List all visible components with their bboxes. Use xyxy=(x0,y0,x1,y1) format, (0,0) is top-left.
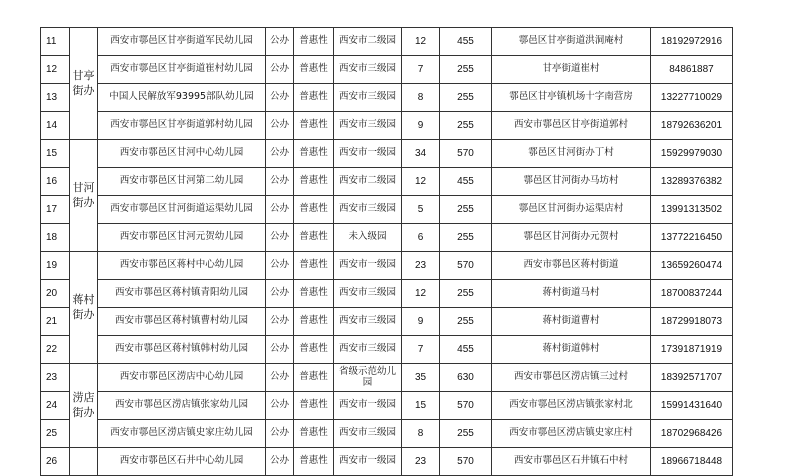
address: 鄠邑区甘河街办丁村 xyxy=(492,140,651,168)
kindergarten-name: 西安市鄠邑区涝店镇张家幼儿园 xyxy=(98,392,266,420)
grade-level: 省级示范幼儿园 xyxy=(334,364,402,392)
street-office: 涝店街办 xyxy=(70,364,98,448)
table-row xyxy=(41,140,733,168)
kindergarten-name: 西安市鄠邑区甘河中心幼儿园 xyxy=(98,140,266,168)
phone-number: 18966718448 xyxy=(651,448,733,476)
address: 西安市鄠邑区涝店镇三过村 xyxy=(492,364,651,392)
service-type: 普惠性 xyxy=(294,280,334,308)
street-office: 蒋村街办 xyxy=(70,252,98,364)
service-type: 普惠性 xyxy=(294,420,334,448)
kindergarten-name: 中国人民解放军93995部队幼儿园 xyxy=(98,84,266,112)
ownership-type: 公办 xyxy=(266,448,294,476)
ownership-type: 公办 xyxy=(266,28,294,56)
row-index: 18 xyxy=(41,224,70,252)
grade-level: 西安市三级园 xyxy=(334,336,402,364)
class-count: 15 xyxy=(402,392,440,420)
row-index: 19 xyxy=(41,252,70,280)
row-index: 11 xyxy=(41,28,70,56)
capacity: 570 xyxy=(440,140,492,168)
grade-level: 西安市一级园 xyxy=(334,140,402,168)
address: 西安市鄠邑区甘亭街道郭村 xyxy=(492,112,651,140)
phone-number: 18792636201 xyxy=(651,112,733,140)
table-row xyxy=(41,392,733,420)
service-type: 普惠性 xyxy=(294,84,334,112)
kindergarten-name: 西安市鄠邑区甘河第二幼儿园 xyxy=(98,168,266,196)
service-type: 普惠性 xyxy=(294,252,334,280)
row-index: 25 xyxy=(41,420,70,448)
row-index: 20 xyxy=(41,280,70,308)
row-index: 26 xyxy=(41,448,70,476)
table-row xyxy=(41,308,733,336)
capacity: 255 xyxy=(440,308,492,336)
capacity: 570 xyxy=(440,448,492,476)
ownership-type: 公办 xyxy=(266,224,294,252)
table-row xyxy=(41,28,733,56)
class-count: 8 xyxy=(402,84,440,112)
kindergarten-name: 西安市鄠邑区蒋村镇韩村幼儿园 xyxy=(98,336,266,364)
capacity: 255 xyxy=(440,224,492,252)
address: 西安市鄠邑区涝店镇史家庄村 xyxy=(492,420,651,448)
phone-number: 13659260474 xyxy=(651,252,733,280)
table-row xyxy=(41,168,733,196)
address: 西安市鄠邑区石井镇石中村 xyxy=(492,448,651,476)
kindergarten-name: 西安市鄠邑区甘亭街道郭村幼儿园 xyxy=(98,112,266,140)
class-count: 23 xyxy=(402,252,440,280)
phone-number: 13772216450 xyxy=(651,224,733,252)
kindergarten-name: 西安市鄠邑区甘河街道运渠幼儿园 xyxy=(98,196,266,224)
capacity: 455 xyxy=(440,336,492,364)
address: 甘亭街道崔村 xyxy=(492,56,651,84)
class-count: 6 xyxy=(402,224,440,252)
phone-number: 15991431640 xyxy=(651,392,733,420)
table-row xyxy=(41,252,733,280)
table-row xyxy=(41,280,733,308)
capacity: 255 xyxy=(440,196,492,224)
ownership-type: 公办 xyxy=(266,280,294,308)
table-row xyxy=(41,56,733,84)
class-count: 9 xyxy=(402,308,440,336)
grade-level: 西安市一级园 xyxy=(334,448,402,476)
grade-level: 西安市三级园 xyxy=(334,56,402,84)
ownership-type: 公办 xyxy=(266,196,294,224)
capacity: 455 xyxy=(440,168,492,196)
class-count: 8 xyxy=(402,420,440,448)
street-office xyxy=(70,448,98,476)
class-count: 7 xyxy=(402,336,440,364)
ownership-type: 公办 xyxy=(266,140,294,168)
table-body xyxy=(41,28,733,476)
row-index: 14 xyxy=(41,112,70,140)
class-count: 12 xyxy=(402,168,440,196)
class-count: 5 xyxy=(402,196,440,224)
row-index: 22 xyxy=(41,336,70,364)
ownership-type: 公办 xyxy=(266,84,294,112)
phone-number: 18192972916 xyxy=(651,28,733,56)
grade-level: 西安市二级园 xyxy=(334,28,402,56)
kindergarten-name: 西安市鄠邑区甘河元贺幼儿园 xyxy=(98,224,266,252)
table-row xyxy=(41,364,733,392)
row-index: 15 xyxy=(41,140,70,168)
kindergarten-name: 西安市鄠邑区甘亭街道崔村幼儿园 xyxy=(98,56,266,84)
ownership-type: 公办 xyxy=(266,364,294,392)
kindergarten-name: 西安市鄠邑区蒋村镇青阳幼儿园 xyxy=(98,280,266,308)
service-type: 普惠性 xyxy=(294,364,334,392)
grade-level: 西安市一级园 xyxy=(334,392,402,420)
kindergarten-name: 西安市鄠邑区涝店镇史家庄幼儿园 xyxy=(98,420,266,448)
service-type: 普惠性 xyxy=(294,56,334,84)
ownership-type: 公办 xyxy=(266,420,294,448)
address: 西安市鄠邑区蒋村街道 xyxy=(492,252,651,280)
phone-number: 18729918073 xyxy=(651,308,733,336)
class-count: 9 xyxy=(402,112,440,140)
service-type: 普惠性 xyxy=(294,28,334,56)
phone-number: 13991313502 xyxy=(651,196,733,224)
kindergarten-name: 西安市鄠邑区石井中心幼儿园 xyxy=(98,448,266,476)
table-row xyxy=(41,420,733,448)
table-row xyxy=(41,336,733,364)
grade-level: 西安市三级园 xyxy=(334,308,402,336)
kindergarten-name: 西安市鄠邑区甘亭街道军民幼儿园 xyxy=(98,28,266,56)
phone-number: 18700837244 xyxy=(651,280,733,308)
ownership-type: 公办 xyxy=(266,252,294,280)
grade-level: 西安市三级园 xyxy=(334,84,402,112)
service-type: 普惠性 xyxy=(294,140,334,168)
address: 鄠邑区甘河街办元贺村 xyxy=(492,224,651,252)
service-type: 普惠性 xyxy=(294,392,334,420)
class-count: 35 xyxy=(402,364,440,392)
address: 鄠邑区甘河街办马坊村 xyxy=(492,168,651,196)
service-type: 普惠性 xyxy=(294,336,334,364)
row-index: 24 xyxy=(41,392,70,420)
grade-level: 西安市三级园 xyxy=(334,112,402,140)
kindergarten-table xyxy=(40,27,733,476)
class-count: 23 xyxy=(402,448,440,476)
address: 蒋村街道韩村 xyxy=(492,336,651,364)
grade-level: 西安市二级园 xyxy=(334,168,402,196)
address: 鄠邑区甘亭街道洪洞庵村 xyxy=(492,28,651,56)
service-type: 普惠性 xyxy=(294,168,334,196)
row-index: 23 xyxy=(41,364,70,392)
class-count: 12 xyxy=(402,28,440,56)
ownership-type: 公办 xyxy=(266,392,294,420)
address: 西安市鄠邑区涝店镇张家村北 xyxy=(492,392,651,420)
ownership-type: 公办 xyxy=(266,168,294,196)
row-index: 13 xyxy=(41,84,70,112)
capacity: 630 xyxy=(440,364,492,392)
row-index: 12 xyxy=(41,56,70,84)
ownership-type: 公办 xyxy=(266,56,294,84)
class-count: 7 xyxy=(402,56,440,84)
row-index: 16 xyxy=(41,168,70,196)
phone-number: 15929979030 xyxy=(651,140,733,168)
phone-number: 13289376382 xyxy=(651,168,733,196)
ownership-type: 公办 xyxy=(266,336,294,364)
capacity: 255 xyxy=(440,280,492,308)
row-index: 17 xyxy=(41,196,70,224)
class-count: 34 xyxy=(402,140,440,168)
phone-number: 17391871919 xyxy=(651,336,733,364)
ownership-type: 公办 xyxy=(266,308,294,336)
service-type: 普惠性 xyxy=(294,112,334,140)
phone-number: 84861887 xyxy=(651,56,733,84)
grade-level: 西安市一级园 xyxy=(334,252,402,280)
grade-level: 西安市三级园 xyxy=(334,196,402,224)
phone-number: 18702968426 xyxy=(651,420,733,448)
service-type: 普惠性 xyxy=(294,196,334,224)
class-count: 12 xyxy=(402,280,440,308)
capacity: 455 xyxy=(440,28,492,56)
grade-level: 未入级园 xyxy=(334,224,402,252)
capacity: 255 xyxy=(440,56,492,84)
capacity: 255 xyxy=(440,112,492,140)
kindergarten-name: 西安市鄠邑区蒋村镇曹村幼儿园 xyxy=(98,308,266,336)
capacity: 570 xyxy=(440,252,492,280)
grade-level: 西安市三级园 xyxy=(334,420,402,448)
service-type: 普惠性 xyxy=(294,448,334,476)
capacity: 570 xyxy=(440,392,492,420)
capacity: 255 xyxy=(440,84,492,112)
kindergarten-name: 西安市鄠邑区蒋村中心幼儿园 xyxy=(98,252,266,280)
phone-number: 13227710029 xyxy=(651,84,733,112)
table-row xyxy=(41,84,733,112)
address: 蒋村街道马村 xyxy=(492,280,651,308)
ownership-type: 公办 xyxy=(266,112,294,140)
grade-level: 西安市三级园 xyxy=(334,280,402,308)
row-index: 21 xyxy=(41,308,70,336)
table-row xyxy=(41,448,733,476)
service-type: 普惠性 xyxy=(294,224,334,252)
address: 鄠邑区甘亭镇机场十字南营房 xyxy=(492,84,651,112)
table-row xyxy=(41,112,733,140)
street-office: 甘河街办 xyxy=(70,140,98,252)
capacity: 255 xyxy=(440,420,492,448)
address: 鄠邑区甘河街办运渠店村 xyxy=(492,196,651,224)
street-office: 甘亭街办 xyxy=(70,28,98,140)
kindergarten-name: 西安市鄠邑区涝店中心幼儿园 xyxy=(98,364,266,392)
table-row xyxy=(41,196,733,224)
address: 蒋村街道曹村 xyxy=(492,308,651,336)
table-row xyxy=(41,224,733,252)
phone-number: 18392571707 xyxy=(651,364,733,392)
service-type: 普惠性 xyxy=(294,308,334,336)
